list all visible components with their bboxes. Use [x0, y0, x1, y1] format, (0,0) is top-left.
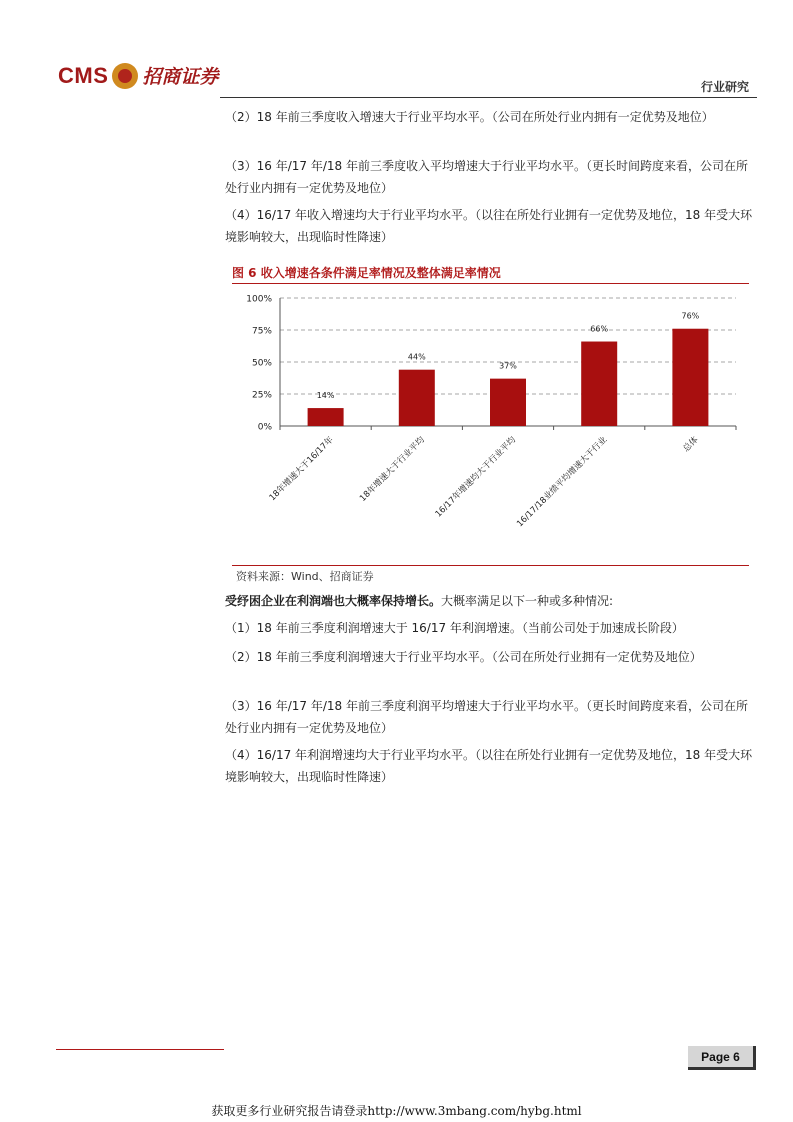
- x-category-label: 16/17年增速均大于行业平均: [433, 435, 519, 520]
- header-divider: [220, 97, 757, 98]
- y-tick-label: 75%: [251, 326, 272, 337]
- cms-logo: [58, 62, 218, 89]
- report-link[interactable]: 获取更多行业研究报告请登录http://www.3mbang.com/hybg.html: [211, 1104, 582, 1118]
- paragraph-item-4: （4）16/17 年收入增速均大于行业平均水平。（以往在所处行业拥有一定优势及地位，18 年受大环境影响较大，出现临时性降速）: [225, 208, 753, 244]
- bar: [490, 379, 526, 426]
- figure-title: 图 6 收入增速各条件满足率情况及整体满足率情况: [232, 266, 501, 280]
- bar-value-label: 66%: [590, 324, 609, 334]
- profit-lead-rest: 大概率满足以下一种或多种情况:: [441, 594, 614, 608]
- bar-value-label: 76%: [681, 311, 700, 321]
- bar-value-label: 37%: [499, 361, 517, 371]
- profit-item-1: （1）18 年前三季度利润增速大于 16/17 年利润增速。（当前公司处于加速成长阶段）: [225, 621, 684, 635]
- bar: [399, 370, 435, 426]
- y-tick-label: 0%: [257, 422, 272, 433]
- logo-emblem-icon: [112, 63, 138, 89]
- paragraph-item-2: （2）18 年前三季度收入增速大于行业平均水平。（公司在所处行业内拥有一定优势及地位）: [225, 110, 714, 124]
- figure-top-rule: [232, 283, 749, 284]
- bar-chart: [232, 286, 752, 564]
- x-category-label: 总体: [681, 435, 701, 455]
- x-category-label: 16/17/18业绩平均增速大于行业: [515, 435, 610, 530]
- section-label: 行业研究: [700, 80, 749, 94]
- bar-value-label: 14%: [316, 391, 335, 401]
- page-number: Page 6: [688, 1046, 756, 1070]
- logo-latin-text: CMS: [58, 62, 109, 88]
- bar: [308, 408, 344, 426]
- bar: [581, 342, 617, 426]
- logo-chinese-text: 招商证券: [142, 66, 219, 88]
- profit-item-3: （3）16 年/17 年/18 年前三季度利润平均增速大于行业平均水平。（更长时间跨度来看，公司在所处行业内拥有一定优势及地位）: [225, 699, 748, 735]
- y-tick-label: 100%: [246, 294, 272, 305]
- footer-rule: [56, 1049, 224, 1050]
- figure-bottom-rule: [232, 565, 749, 566]
- x-category-label: 18年增速大于16/17年: [267, 435, 336, 504]
- bar-value-label: 44%: [407, 352, 426, 362]
- profit-item-4: （4）16/17 年利润增速均大于行业平均水平。（以往在所处行业拥有一定优势及地位，18 年受大环境影响较大，出现临时性降速）: [225, 748, 753, 784]
- y-tick-label: 25%: [251, 390, 272, 401]
- paragraph-item-3: （3）16 年/17 年/18 年前三季度收入平均增速大于行业平均水平。（更长时间跨度来看，公司在所处行业内拥有一定优势及地位）: [225, 159, 748, 195]
- profit-lead-bold: 受纾困企业在利润端也大概率保持增长。: [225, 594, 442, 608]
- x-category-label: 18年增速大于行业平均: [358, 435, 427, 504]
- profit-lead-paragraph: [225, 590, 755, 612]
- bar: [672, 329, 708, 426]
- y-tick-label: 50%: [251, 358, 272, 369]
- profit-item-2: （2）18 年前三季度利润增速大于行业平均水平。（公司在所处行业拥有一定优势及地位）: [225, 650, 702, 664]
- figure-source: 资料来源：Wind、招商证券: [236, 570, 374, 583]
